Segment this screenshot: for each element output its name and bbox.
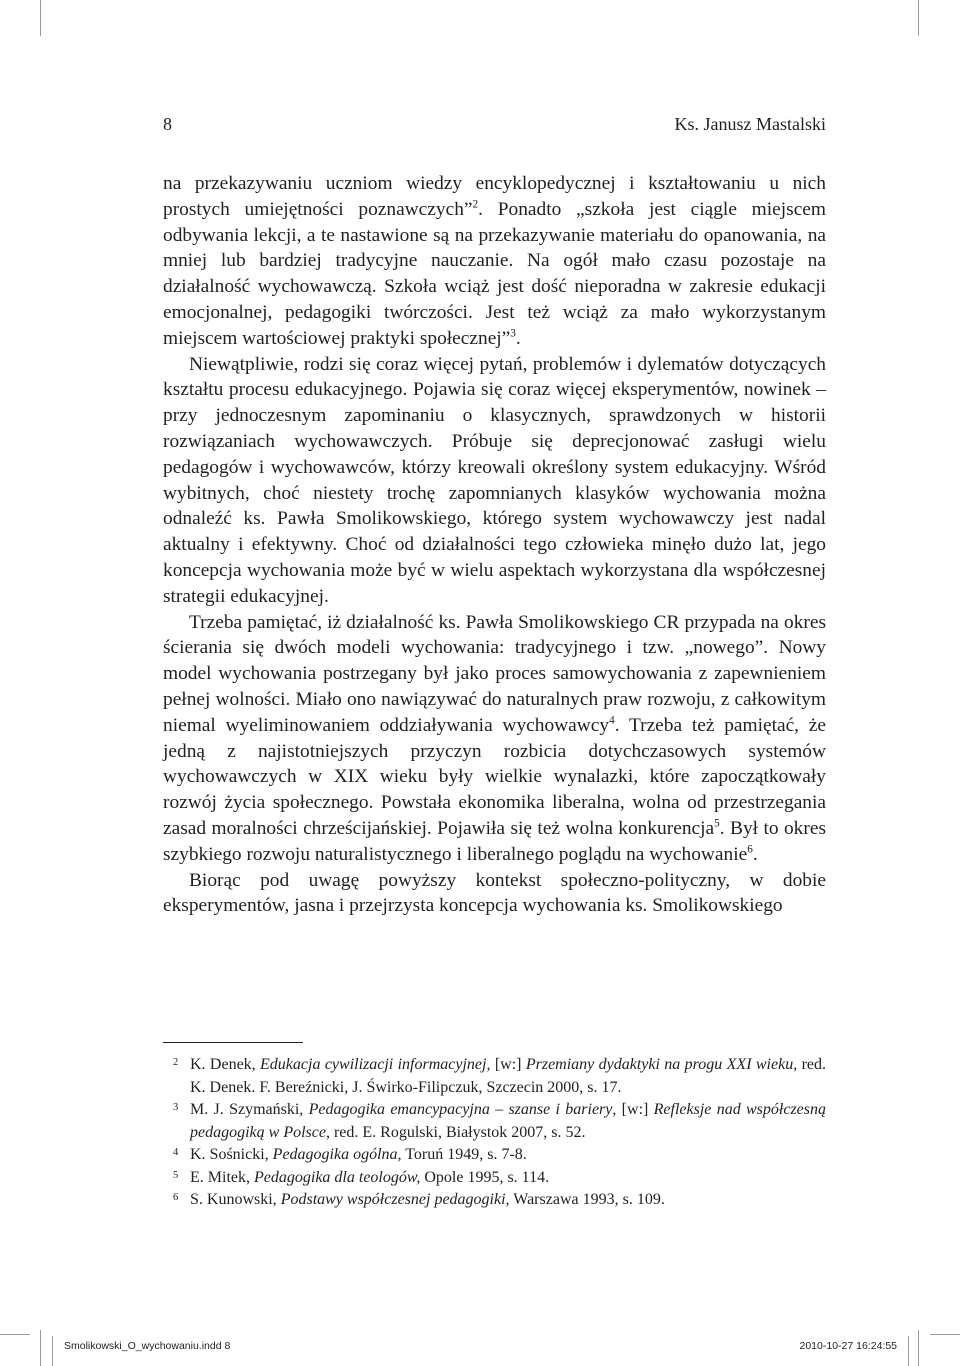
footnote-text bbox=[190, 1146, 527, 1163]
text-run: K. Denek, bbox=[190, 1056, 261, 1073]
crop-mark-slug-right bbox=[908, 1336, 909, 1366]
paragraph-1 bbox=[163, 171, 826, 352]
text-run: . bbox=[515, 327, 521, 349]
footnote-reference: 6 bbox=[747, 843, 753, 856]
italic-title: Przemiany dydaktyki na progu XXI wieku bbox=[525, 1056, 794, 1073]
italic-title: Pedagogika emancypacyjna – szanse i bariery bbox=[308, 1101, 613, 1118]
text-run: . bbox=[752, 843, 758, 865]
italic-title: Pedagogika dla teologów, bbox=[254, 1168, 421, 1186]
italic-title: Refleksje nad współczesną pedagogiką w Polsce bbox=[190, 1101, 826, 1141]
text-run: Opole 1995, s. 114. bbox=[420, 1168, 550, 1186]
crop-mark-bottom-left-v bbox=[40, 1330, 41, 1366]
page-number: 8 bbox=[163, 114, 172, 134]
footnote-number: 6 bbox=[173, 1192, 179, 1203]
text-run: K. Sośnicki, bbox=[190, 1146, 273, 1163]
text-run: , red. K. Denek. F. Bereźnicki, J. Świrko-Filipczuk, Szczecin 2000, s. 17. bbox=[190, 1056, 826, 1096]
footnote-number: 4 bbox=[173, 1147, 179, 1158]
paragraph-2 bbox=[163, 352, 826, 610]
footnote-text bbox=[190, 1101, 826, 1141]
footnote-6 bbox=[163, 1189, 826, 1212]
crop-mark-bottom-left-h bbox=[0, 1334, 30, 1335]
footnote-reference: 3 bbox=[510, 327, 516, 340]
text-run: . Był to okres szybkiego rozwoju naturalistycznego i liberalnego poglądu na wychowanie bbox=[163, 817, 826, 865]
text-run: Biorąc pod uwagę powyższy kontekst społeczno-polityczny, w dobie eksperymentów, jasna i przejrzysta koncepcja wychowania ks. Smolikowskiego bbox=[163, 869, 826, 917]
footnote-3 bbox=[163, 1099, 826, 1144]
text-run: Trzeba pamiętać, iż działalność ks. Pawła Smolikowskiego CR przypada na okres ścierania się dwóch modeli wychowania: tradycyjnego i tzw. „nowego”. Nowy model wychowania postrzegany był jako proces samowychowania z zapewnieniem pełnej wolności. Miało ono nawiązywać do naturalnych praw rozwoju, z całkowitym niemal wyeliminowaniem oddziaływania wychowawcy bbox=[163, 611, 826, 736]
crop-mark-bottom-right-v bbox=[918, 1330, 919, 1366]
text-run: Warszawa 1993, s. 109. bbox=[509, 1191, 665, 1208]
footnote-4 bbox=[163, 1144, 826, 1167]
slug-filename: Smolikowski_O_wychowaniu.indd 8 bbox=[64, 1340, 231, 1352]
footnote-number: 5 bbox=[173, 1169, 179, 1181]
italic-title: Edukacja cywilizacji informacyjnej, bbox=[260, 1056, 491, 1073]
crop-mark-top-left bbox=[40, 0, 41, 36]
text-run: na przekazywaniu uczniom wiedzy encyklopedycznej i kształtowaniu u nich prostych umiejętności poznawczych” bbox=[163, 173, 826, 220]
text-run: Toruń 1949, s. 7-8. bbox=[401, 1146, 527, 1163]
text-run: . Trzeba też pamiętać, że jedną z najistotniejszych przyczyn rozbicia dotychczasowych systemów wychowawczych w XIX wieku były wielkie wynalazki, które zapoczątkowały rozwój życia społecznego. Powstała ekonomika liberalna, wolna od przestrzegania zasad moralności chrześcijańskiej. Pojawiła się też wolna konkurencja bbox=[163, 714, 827, 839]
footnote-number: 2 bbox=[173, 1057, 179, 1068]
footnotes bbox=[163, 1054, 826, 1212]
text-run: Niewątpliwie, rodzi się coraz więcej pytań, problemów i dylematów dotyczących kształtu procesu edukacyjnego. Pojawia się coraz więcej eksperymentów, nowinek – przy jednoczesnym zapominaniu o klasycznych, sprawdzonych w historii rozwiązaniach wychowawczych. Próbuje się deprecjonować zasługi wielu pedagogów i wychowawców, którzy kreowali określony system edukacyjny. Wśród wybitnych, choć niestety trochę zapomnianych klasyków wychowania można odnaleźć ks. Pawła Smolikowskiego, którego system wychowawczy jest nadal aktualny i efektywny. Choć od działalności tego człowieka minęło dużo lat, jego koncepcja wychowania może być w wielu aspektach wykorzystana dla współczesnej strategii edukacyjnej. bbox=[163, 353, 826, 607]
text-run: [w:] bbox=[490, 1056, 526, 1073]
paragraph-4 bbox=[163, 868, 826, 920]
paragraph-3 bbox=[163, 610, 826, 868]
text-run: M. J. Szymański, bbox=[190, 1101, 309, 1118]
italic-title: Pedagogika ogólna, bbox=[272, 1146, 402, 1163]
print-slug bbox=[42, 1340, 897, 1358]
footnote-text bbox=[190, 1169, 549, 1186]
footnote-text bbox=[190, 1056, 826, 1096]
text-run: . Ponadto „szkoła jest ciągle miejscem odbywania lekcji, a te nastawione są na przekazywanie materiału do opanowania, na mniej lub bardziej tradycyjne nauczanie. Na ogół mało czasu pozostaje na działalność wychowawczą. Szkoła wciąż jest dość nieporadna w zakresie edukacji emocjonalnej, pedagogiki twórczości. Jest też wciąż za mało wykorzystanym miejscem wartościowej praktyki społecznej” bbox=[163, 198, 826, 349]
crop-mark-bottom-right-h bbox=[930, 1334, 960, 1335]
footnote-number: 3 bbox=[173, 1102, 179, 1113]
footnote-5 bbox=[163, 1167, 826, 1190]
footnote-separator bbox=[163, 1042, 303, 1043]
footnote-text bbox=[190, 1191, 665, 1208]
running-head-author: Ks. Janusz Mastalski bbox=[674, 114, 826, 134]
italic-title: Podstawy współczesnej pedagogiki, bbox=[280, 1191, 510, 1208]
text-run: , [w:] bbox=[612, 1101, 654, 1118]
footnote-2 bbox=[163, 1054, 826, 1099]
footnote-reference: 2 bbox=[472, 198, 479, 211]
text-run: S. Kunowski, bbox=[190, 1191, 281, 1208]
crop-mark-top-right bbox=[918, 0, 919, 36]
text-run: E. Mitek, bbox=[190, 1168, 254, 1186]
slug-timestamp: 2010-10-27 16:24:55 bbox=[799, 1340, 897, 1352]
body-text bbox=[163, 171, 826, 919]
text-run: , red. E. Rogulski, Białystok 2007, s. 52. bbox=[325, 1123, 586, 1141]
footnote-reference: 4 bbox=[609, 714, 615, 727]
footnote-reference: 5 bbox=[714, 817, 720, 830]
